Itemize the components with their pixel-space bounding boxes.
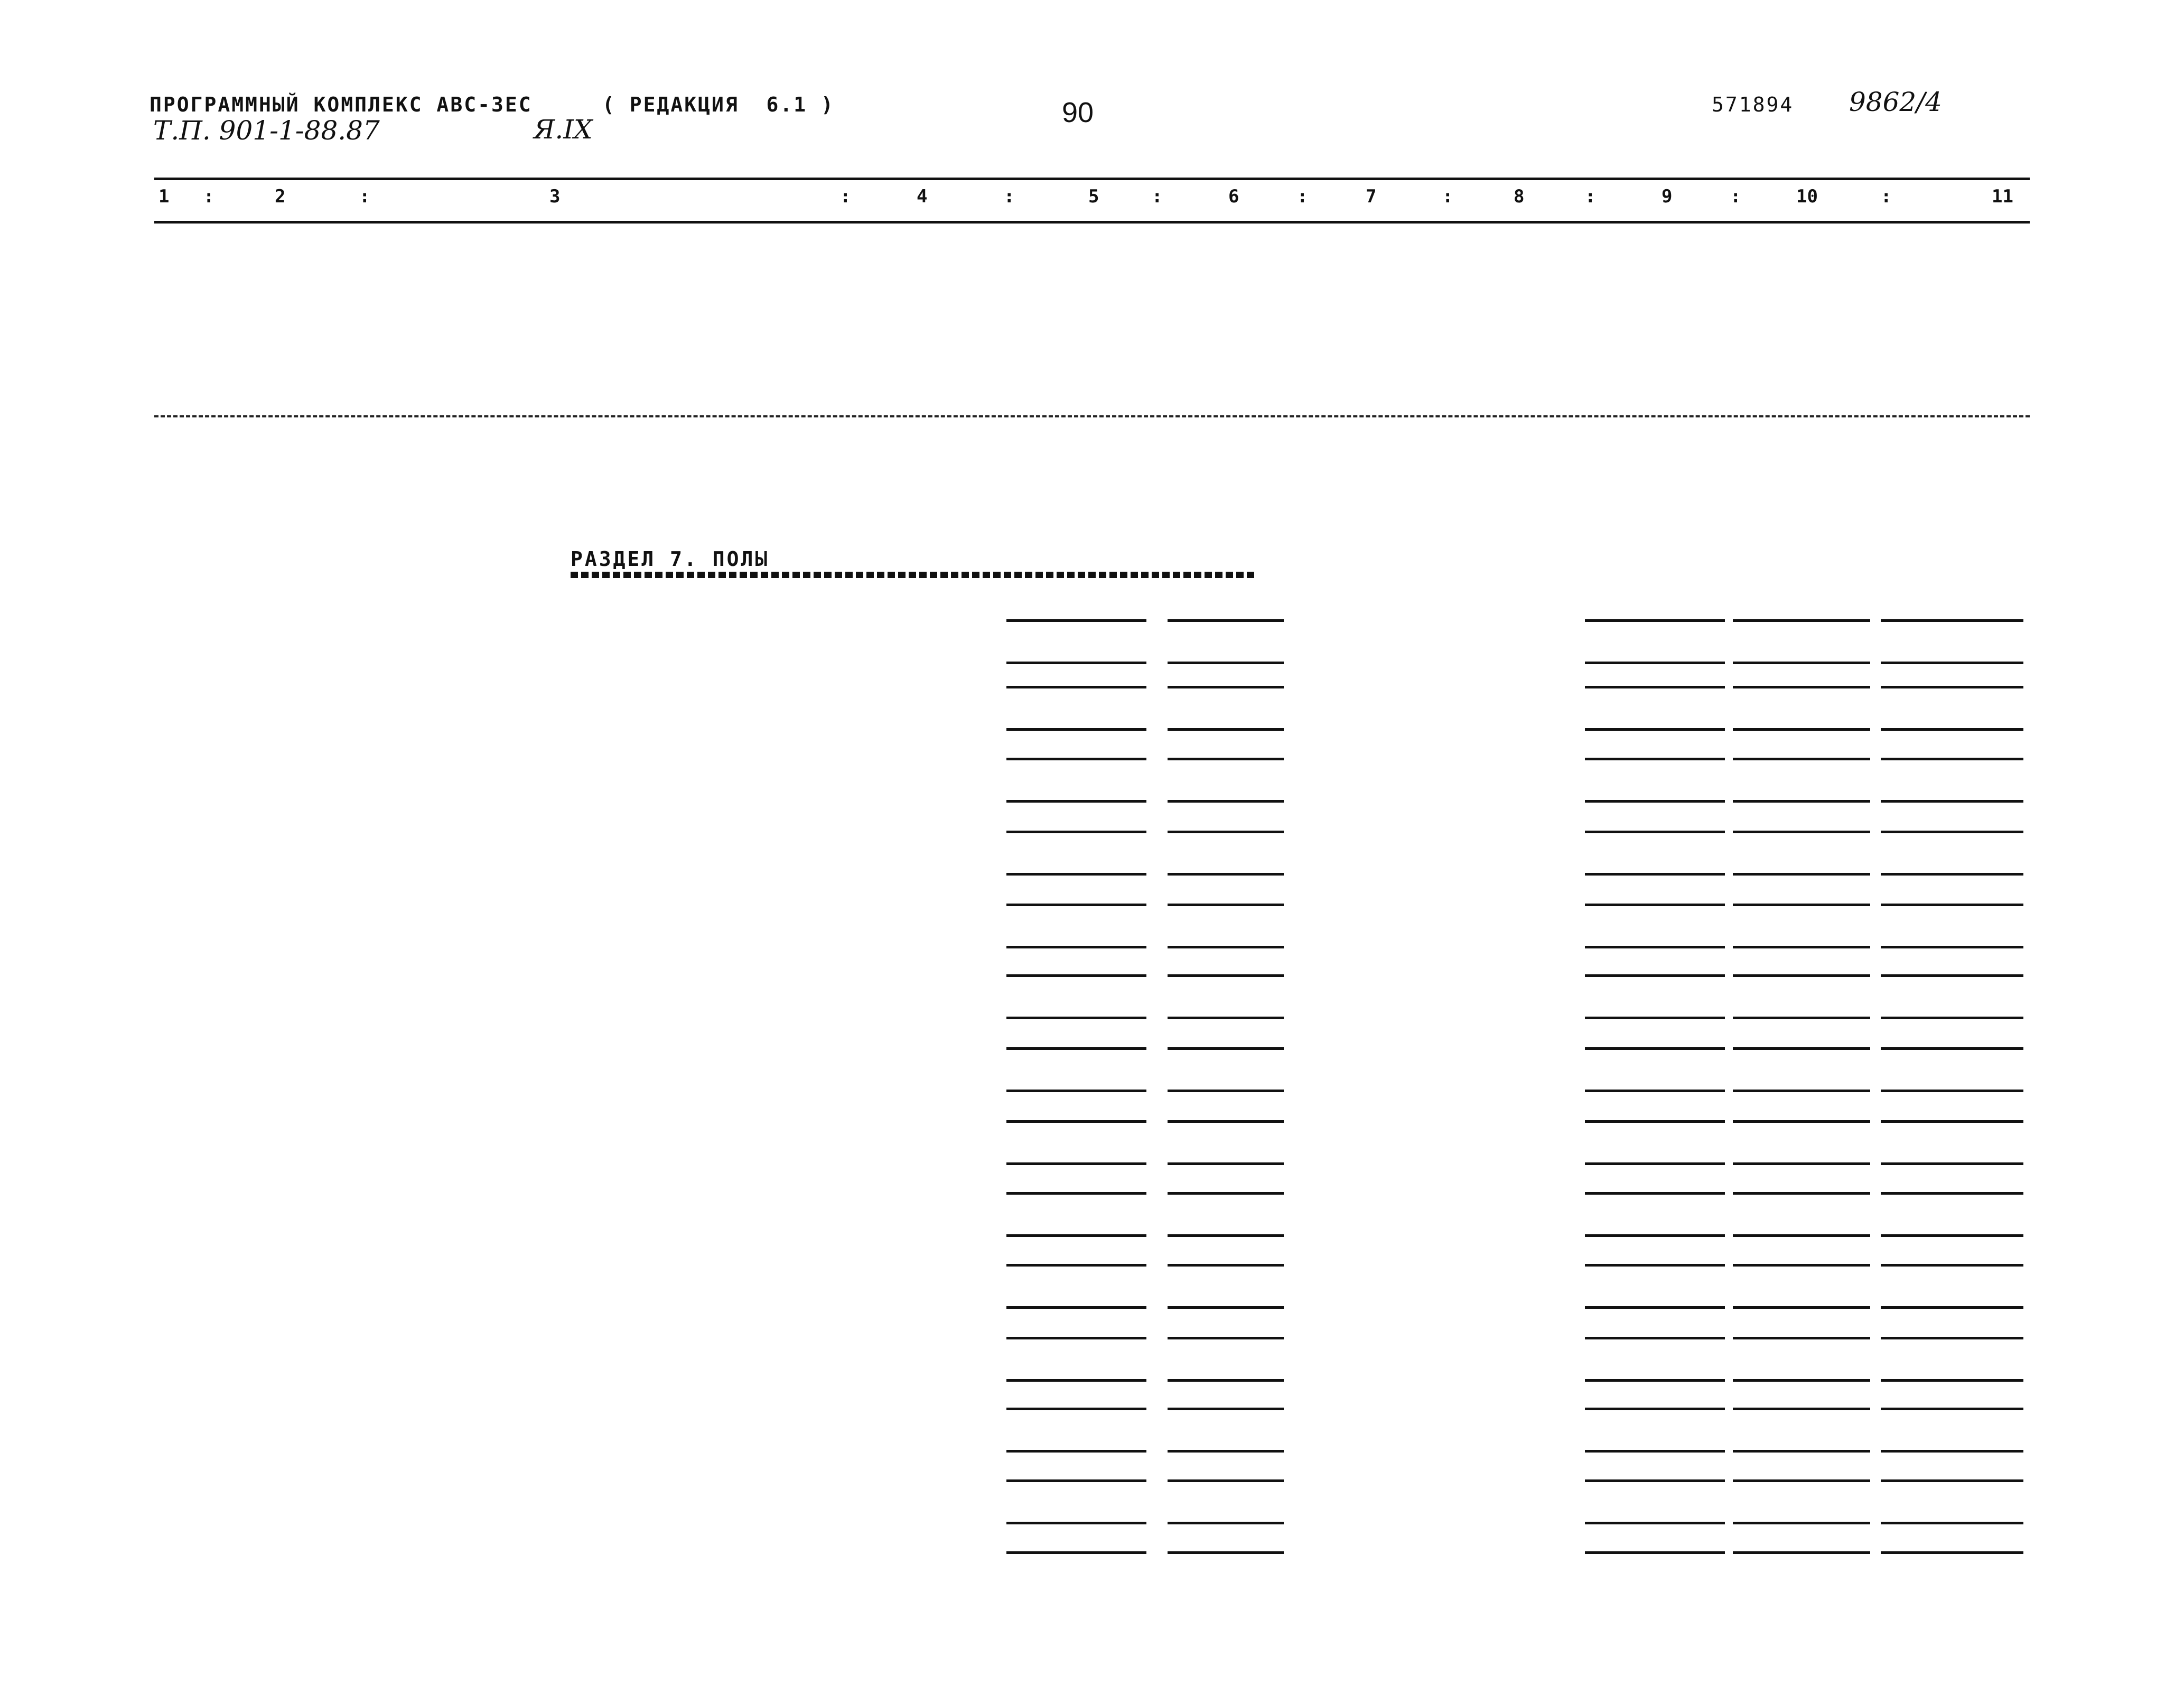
document-code: 571894 [1712,93,1794,116]
column-header-8: 8 [1514,186,1525,207]
edition-label: ( РЕДАКЦИЯ 6.1 ) [602,93,835,116]
value-underline [1733,1551,1870,1554]
value-underline [1168,800,1284,803]
column-separator: : [1730,186,1741,207]
value-underline [1168,1551,1284,1554]
value-underline [1168,1047,1284,1050]
value-underline [1168,1337,1284,1339]
section-title: РАЗДЕЛ 7. ПОЛЫ [571,547,770,571]
value-underline [1733,728,1870,731]
column-separator: : [359,186,370,207]
value-underline [1733,1162,1870,1165]
value-underline [1881,1551,2023,1554]
value-underline [1881,800,2023,803]
column-separator: : [1881,186,1892,207]
value-underline [1168,619,1284,622]
value-underline [1585,831,1725,833]
column-separator: : [1585,186,1596,207]
value-underline [1006,662,1146,664]
value-underline [1168,974,1284,977]
value-underline [1006,974,1146,977]
value-underline [1585,1192,1725,1195]
value-underline [1881,662,2023,664]
column-header-3: 3 [549,186,561,207]
value-underline [1733,1306,1870,1309]
value-underline [1881,1047,2023,1050]
value-underline [1585,1120,1725,1123]
value-underline [1168,873,1284,876]
value-underline [1168,1522,1284,1524]
column-separator: : [1004,186,1015,207]
value-underline [1006,1522,1146,1524]
value-underline [1168,1162,1284,1165]
value-underline [1585,1017,1725,1019]
value-underline [1006,1120,1146,1123]
column-separator: : [1297,186,1308,207]
column-header-7: 7 [1366,186,1377,207]
value-underline [1006,873,1146,876]
value-underline [1006,946,1146,948]
value-underline [1585,873,1725,876]
value-underline [1006,1017,1146,1019]
value-underline [1881,1450,2023,1453]
value-underline [1733,1234,1870,1237]
value-underline [1168,1379,1284,1382]
value-underline [1733,1120,1870,1123]
value-underline [1733,1522,1870,1524]
value-underline [1006,1162,1146,1165]
value-underline [1585,1337,1725,1339]
value-underline [1733,1017,1870,1019]
value-underline [1168,1264,1284,1267]
column-header-4: 4 [917,186,928,207]
value-underline [1168,1408,1284,1410]
value-underline [1006,1337,1146,1339]
value-underline [1733,1408,1870,1410]
value-underline [1585,686,1725,688]
value-underline [1881,1379,2023,1382]
value-underline [1006,1450,1146,1453]
value-underline [1006,728,1146,731]
value-underline [1881,1264,2023,1267]
value-underline [1168,662,1284,664]
value-underline [1733,619,1870,622]
column-header-11: 11 [1992,186,2013,207]
value-underline [1585,1522,1725,1524]
value-underline [1881,1408,2023,1410]
value-underline [1585,728,1725,731]
value-underline [1733,946,1870,948]
value-underline [1585,1450,1725,1453]
value-underline [1006,1379,1146,1382]
value-underline [1733,758,1870,760]
value-underline [1168,1192,1284,1195]
value-underline [1881,904,2023,906]
value-underline [1168,1306,1284,1309]
value-underline [1881,1017,2023,1019]
value-underline [1881,1234,2023,1237]
value-underline [1881,619,2023,622]
value-underline [1881,831,2023,833]
value-underline [1585,800,1725,803]
header-top-rule [154,178,2030,180]
value-underline [1006,619,1146,622]
value-underline [1881,1306,2023,1309]
value-underline [1168,1479,1284,1482]
value-underline [1006,1192,1146,1195]
column-header-9: 9 [1662,186,1673,207]
value-underline [1585,662,1725,664]
value-underline [1733,1047,1870,1050]
value-underline [1006,1047,1146,1050]
value-underline [1585,619,1725,622]
value-underline [1168,1120,1284,1123]
column-separator: : [1442,186,1453,207]
value-underline [1881,873,2023,876]
value-underline [1006,686,1146,688]
value-underline [1585,974,1725,977]
value-underline [1881,1120,2023,1123]
value-underline [1006,758,1146,760]
value-underline [1585,1306,1725,1309]
column-header-1: 1 [158,186,170,207]
value-underline [1168,1450,1284,1453]
value-underline [1585,904,1725,906]
value-underline [1881,1162,2023,1165]
column-separator: : [840,186,851,207]
project-number-handwritten: Т.П. 901-1-88.87 [153,115,380,146]
value-underline [1733,800,1870,803]
value-underline [1006,1090,1146,1092]
value-underline [1733,1479,1870,1482]
value-underline [1733,873,1870,876]
value-underline [1168,946,1284,948]
section-underline [571,572,1257,578]
summary-divider [154,415,2030,417]
value-underline [1585,758,1725,760]
value-underline [1168,728,1284,731]
value-underline [1733,686,1870,688]
value-underline [1006,1306,1146,1309]
value-underline [1733,662,1870,664]
value-underline [1585,1234,1725,1237]
value-underline [1006,1479,1146,1482]
column-separator: : [203,186,214,207]
value-underline [1733,1337,1870,1339]
value-underline [1881,686,2023,688]
value-underline [1168,686,1284,688]
value-underline [1006,904,1146,906]
value-underline [1168,904,1284,906]
value-underline [1168,1234,1284,1237]
value-underline [1585,1479,1725,1482]
page-number: 90 [1062,97,1094,128]
value-underline [1881,946,2023,948]
value-underline [1881,728,2023,731]
value-underline [1006,1234,1146,1237]
value-underline [1733,1090,1870,1092]
value-underline [1168,1090,1284,1092]
value-underline [1006,1408,1146,1410]
value-underline [1733,1379,1870,1382]
value-underline [1733,1192,1870,1195]
value-underline [1006,1264,1146,1267]
value-underline [1585,1264,1725,1267]
column-header-10: 10 [1796,186,1818,207]
column-header-5: 5 [1088,186,1099,207]
value-underline [1585,1408,1725,1410]
column-header-6: 6 [1228,186,1239,207]
value-underline [1585,946,1725,948]
value-underline [1881,1337,2023,1339]
program-title: ПРОГРАММНЫЙ КОМПЛЕКС АВС-3ЕС [150,93,533,116]
value-underline [1006,831,1146,833]
value-underline [1881,758,2023,760]
column-separator: : [1152,186,1163,207]
value-underline [1881,1522,2023,1524]
value-underline [1881,1090,2023,1092]
value-underline [1168,758,1284,760]
value-underline [1733,831,1870,833]
value-underline [1881,1479,2023,1482]
value-underline [1585,1090,1725,1092]
value-underline [1006,800,1146,803]
value-underline [1585,1047,1725,1050]
value-underline [1585,1379,1725,1382]
album-number-handwritten: Я.IX [534,114,593,145]
header-bottom-rule [154,221,2030,224]
value-underline [1168,1017,1284,1019]
value-underline [1585,1551,1725,1554]
column-header-2: 2 [275,186,286,207]
value-underline [1881,974,2023,977]
value-underline [1733,1264,1870,1267]
value-underline [1733,974,1870,977]
value-underline [1585,1162,1725,1165]
value-underline [1881,1192,2023,1195]
value-underline [1733,904,1870,906]
doc-ref-handwritten: 9862/4 [1849,87,1942,117]
value-underline [1168,831,1284,833]
value-underline [1733,1450,1870,1453]
value-underline [1006,1551,1146,1554]
